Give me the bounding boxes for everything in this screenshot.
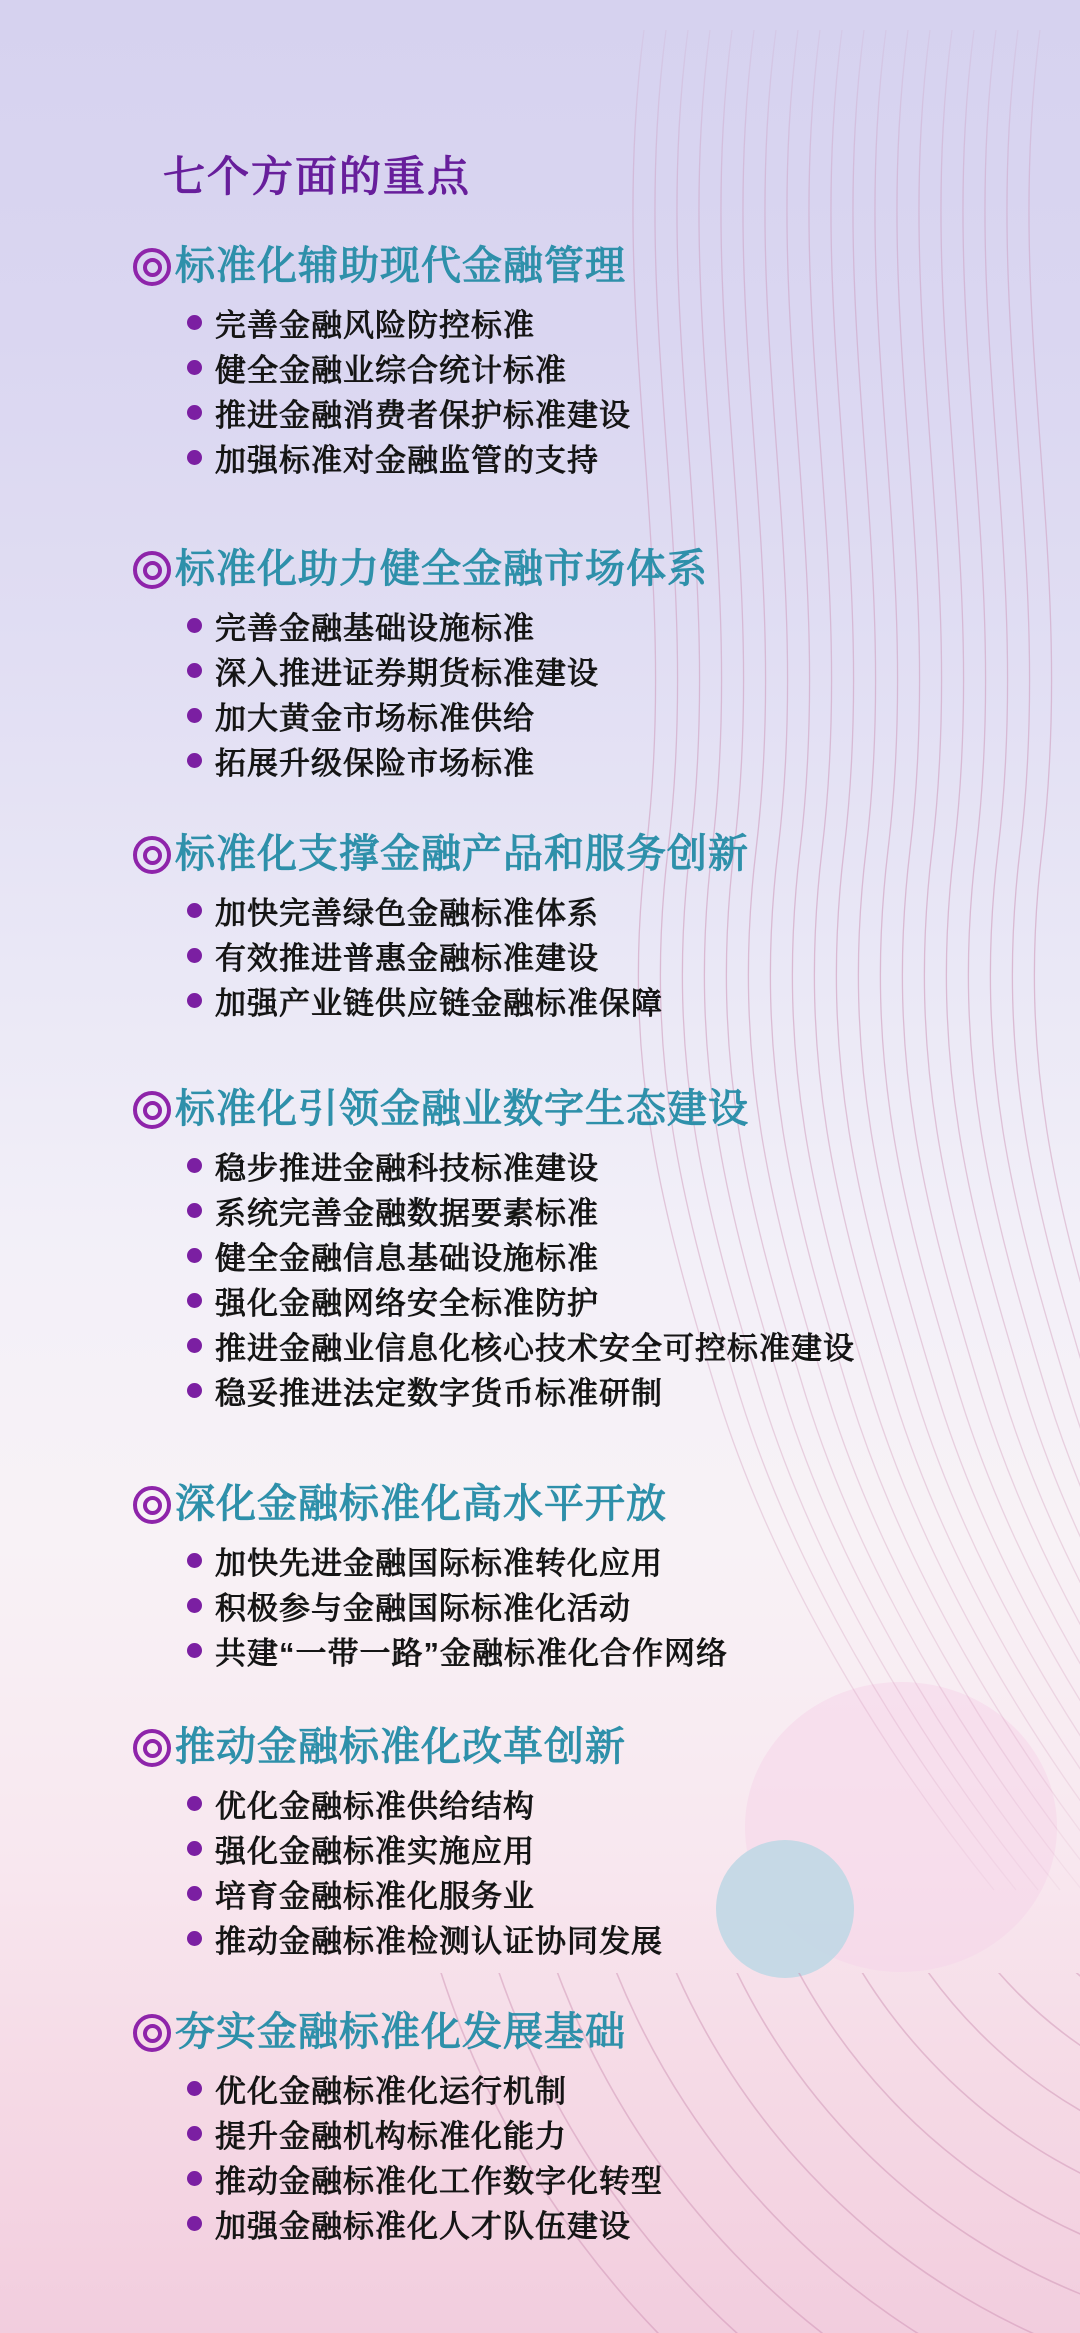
bullet-dot-icon: [187, 2126, 202, 2141]
item-text: 加快完善绿色金融标准体系: [215, 896, 599, 931]
section-heading: 标准化助力健全金融市场体系: [175, 547, 708, 591]
section-modern-finance-management: [133, 242, 1080, 480]
section-development-foundation: [133, 2008, 1080, 2246]
list-item: [187, 1826, 1080, 1871]
bullet-dot-icon: [187, 1553, 202, 1568]
item-text: 培育金融标准化服务业: [215, 1879, 535, 1914]
bullet-list: [187, 1143, 1080, 1413]
ring-bullseye-icon: [133, 1091, 171, 1129]
section-product-service-innovation: [133, 830, 1080, 1023]
item-text: 积极参与金融国际标准化活动: [215, 1591, 631, 1626]
bullet-dot-icon: [187, 1598, 202, 1613]
bullet-dot-icon: [187, 1293, 202, 1308]
section-heading: 标准化引领金融业数字生态建设: [175, 1087, 749, 1131]
item-text: 深入推进证券期货标准建设: [215, 656, 599, 691]
item-text: 优化金融标准供给结构: [215, 1789, 535, 1824]
section-heading: 标准化支撑金融产品和服务创新: [175, 832, 749, 876]
item-text: 共建“一带一路”金融标准化合作网络: [215, 1636, 728, 1671]
list-item: [187, 648, 1080, 693]
item-text: 稳步推进金融科技标准建设: [215, 1151, 599, 1186]
ring-bullseye-icon: [133, 551, 171, 589]
item-text: 完善金融基础设施标准: [215, 611, 535, 646]
item-text: 推动金融标准检测认证协同发展: [215, 1924, 663, 1959]
bullet-dot-icon: [187, 2081, 202, 2096]
ring-inner-circle: [143, 2024, 162, 2043]
ring-bullseye-icon: [133, 1729, 171, 1767]
ring-inner-circle: [143, 561, 162, 580]
section-heading-row: [133, 1085, 1080, 1133]
bullet-dot-icon: [187, 1643, 202, 1658]
bullet-dot-icon: [187, 1796, 202, 1811]
list-item: [187, 1368, 1080, 1413]
item-text: 推进金融业信息化核心技术安全可控标准建设: [215, 1331, 855, 1366]
list-item: [187, 345, 1080, 390]
bullet-dot-icon: [187, 2216, 202, 2231]
ring-inner-circle: [143, 1496, 162, 1515]
list-item: [187, 2156, 1080, 2201]
bullet-dot-icon: [187, 1841, 202, 1856]
item-text: 提升金融机构标准化能力: [215, 2119, 567, 2154]
list-item: [187, 693, 1080, 738]
section-high-level-opening: [133, 1480, 1080, 1673]
list-item: [187, 1628, 1080, 1673]
item-text: 稳妥推进法定数字货币标准研制: [215, 1376, 663, 1411]
list-item: [187, 2066, 1080, 2111]
section-heading-row: [133, 242, 1080, 290]
bullet-dot-icon: [187, 948, 202, 963]
bullet-dot-icon: [187, 315, 202, 330]
list-item: [187, 888, 1080, 933]
bullet-dot-icon: [187, 993, 202, 1008]
bullet-list: [187, 1538, 1080, 1673]
bullet-list: [187, 2066, 1080, 2246]
bullet-dot-icon: [187, 450, 202, 465]
section-heading-row: [133, 2008, 1080, 2056]
list-item: [187, 1538, 1080, 1583]
ring-inner-circle: [143, 1739, 162, 1758]
list-item: [187, 2201, 1080, 2246]
bullet-dot-icon: [187, 753, 202, 768]
ring-inner-circle: [143, 846, 162, 865]
item-text: 强化金融网络安全标准防护: [215, 1286, 599, 1321]
item-text: 完善金融风险防控标准: [215, 308, 535, 343]
ring-inner-circle: [143, 258, 162, 277]
section-reform-innovation: [133, 1723, 1080, 1961]
bullet-dot-icon: [187, 1931, 202, 1946]
bullet-dot-icon: [187, 2171, 202, 2186]
item-text: 加强产业链供应链金融标准保障: [215, 986, 663, 1021]
bullet-dot-icon: [187, 663, 202, 678]
item-text: 推动金融标准化工作数字化转型: [215, 2164, 663, 2199]
bullet-dot-icon: [187, 360, 202, 375]
section-heading: 标准化辅助现代金融管理: [175, 244, 626, 288]
bullet-dot-icon: [187, 1248, 202, 1263]
ring-bullseye-icon: [133, 836, 171, 874]
section-heading-row: [133, 545, 1080, 593]
section-heading: 推动金融标准化改革创新: [175, 1725, 626, 1769]
item-text: 优化金融标准化运行机制: [215, 2074, 567, 2109]
list-item: [187, 603, 1080, 648]
item-text: 健全金融业综合统计标准: [215, 353, 567, 388]
bullet-dot-icon: [187, 1158, 202, 1173]
section-heading-row: [133, 1480, 1080, 1528]
section-heading-row: [133, 1723, 1080, 1771]
ring-bullseye-icon: [133, 1486, 171, 1524]
bullet-dot-icon: [187, 903, 202, 918]
section-digital-ecosystem: [133, 1085, 1080, 1413]
item-text: 加强金融标准化人才队伍建设: [215, 2209, 631, 2244]
item-text: 健全金融信息基础设施标准: [215, 1241, 599, 1276]
page-title: 七个方面的重点: [163, 153, 472, 200]
bullet-list: [187, 603, 1080, 783]
bullet-list: [187, 300, 1080, 480]
bullet-dot-icon: [187, 618, 202, 633]
item-text: 推进金融消费者保护标准建设: [215, 398, 631, 433]
section-market-system: [133, 545, 1080, 783]
list-item: [187, 435, 1080, 480]
bullet-dot-icon: [187, 405, 202, 420]
item-text: 有效推进普惠金融标准建设: [215, 941, 599, 976]
list-item: [187, 390, 1080, 435]
bullet-dot-icon: [187, 1338, 202, 1353]
list-item: [187, 1871, 1080, 1916]
list-item: [187, 1323, 1080, 1368]
bullet-dot-icon: [187, 708, 202, 723]
item-text: 加强标准对金融监管的支持: [215, 443, 599, 478]
list-item: [187, 1781, 1080, 1826]
list-item: [187, 978, 1080, 1023]
section-heading: 夯实金融标准化发展基础: [175, 2010, 626, 2054]
list-item: [187, 1583, 1080, 1628]
item-text: 系统完善金融数据要素标准: [215, 1196, 599, 1231]
list-item: [187, 2111, 1080, 2156]
bullet-dot-icon: [187, 1886, 202, 1901]
list-item: [187, 1188, 1080, 1233]
list-item: [187, 1233, 1080, 1278]
list-item: [187, 1278, 1080, 1323]
bullet-dot-icon: [187, 1203, 202, 1218]
bullet-list: [187, 1781, 1080, 1961]
bullet-list: [187, 888, 1080, 1023]
item-text: 强化金融标准实施应用: [215, 1834, 535, 1869]
ring-inner-circle: [143, 1101, 162, 1120]
section-heading: 深化金融标准化高水平开放: [175, 1482, 667, 1526]
section-heading-row: [133, 830, 1080, 878]
list-item: [187, 1143, 1080, 1188]
bullet-dot-icon: [187, 1383, 202, 1398]
list-item: [187, 1916, 1080, 1961]
item-text: 加快先进金融国际标准转化应用: [215, 1546, 663, 1581]
ring-bullseye-icon: [133, 248, 171, 286]
ring-bullseye-icon: [133, 2014, 171, 2052]
list-item: [187, 933, 1080, 978]
list-item: [187, 300, 1080, 345]
item-text: 拓展升级保险市场标准: [215, 746, 535, 781]
item-text: 加大黄金市场标准供给: [215, 701, 535, 736]
list-item: [187, 738, 1080, 783]
